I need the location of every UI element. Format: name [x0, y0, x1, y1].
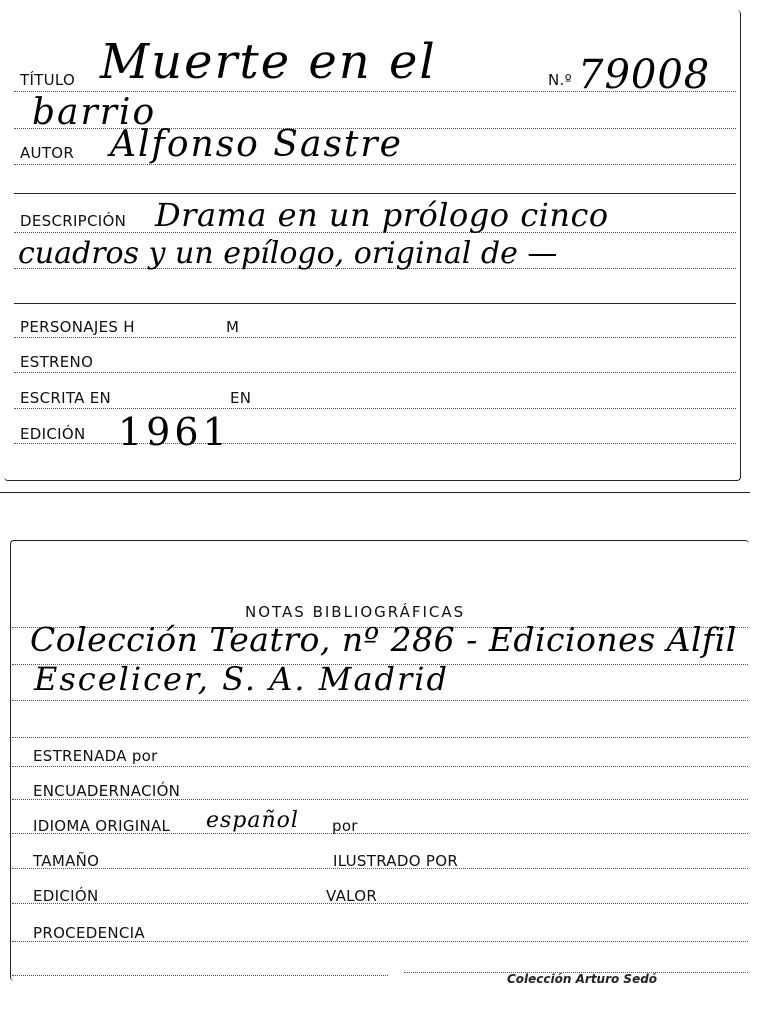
edicion-value: 1961 [118, 410, 231, 454]
idioma-original-value: español [206, 808, 299, 833]
numero-value: 79008 [578, 52, 711, 98]
en-label: EN [230, 389, 252, 407]
numero-label: N.º [548, 71, 572, 89]
edicion-label-2: EDICIÓN [33, 887, 99, 905]
card-separator [0, 492, 750, 493]
titulo-label: TÍTULO [20, 71, 76, 89]
rule-line [14, 337, 736, 338]
idioma-por-label: por [332, 817, 358, 835]
rule-line [14, 303, 736, 304]
descripcion-value-line1: Drama en un prólogo cinco [155, 196, 609, 234]
idioma-original-label: IDIOMA ORIGINAL [33, 817, 171, 835]
estrenada-por-label: ESTRENADA por [33, 747, 158, 765]
tamano-label: TAMAÑO [33, 852, 100, 870]
titulo-value-line2: barrio [32, 92, 157, 133]
personajes-m-label: M [226, 318, 240, 336]
rule-line [14, 193, 736, 194]
rule-line [12, 975, 388, 976]
notas-heading: NOTAS BIBLIOGRÁFICAS [245, 603, 466, 621]
personajes-label: PERSONAJES H [20, 318, 135, 336]
rule-line [14, 408, 736, 409]
rule-line [12, 766, 748, 767]
rule-line [12, 903, 748, 904]
autor-value: Alfonso Sastre [110, 124, 403, 165]
descripcion-label: DESCRIPCIÓN [20, 212, 127, 230]
autor-label: AUTOR [20, 144, 75, 162]
valor-label: VALOR [326, 887, 378, 905]
escrita-en-label: ESCRITA EN [20, 389, 112, 407]
estreno-label: ESTRENO [20, 353, 94, 371]
ilustrado-por-label: ILUSTRADO POR [333, 852, 459, 870]
encuadernacion-label: ENCUADERNACIÓN [33, 782, 181, 800]
rule-line [14, 372, 736, 373]
titulo-value-line1: Muerte en el [100, 34, 437, 90]
procedencia-label: PROCEDENCIA [33, 924, 145, 942]
rule-line [12, 700, 748, 701]
notas-value-line2: Escelicer, S. A. Madrid [34, 660, 450, 698]
rule-line [12, 737, 748, 738]
descripcion-value-line2: cuadros y un epílogo, original de — [18, 236, 558, 271]
notas-value-line1: Colección Teatro, nº 286 - Ediciones Alfil [30, 620, 737, 659]
collection-stamp: Colección Arturo Sedó [507, 972, 658, 986]
edicion-label: EDICIÓN [20, 425, 86, 443]
